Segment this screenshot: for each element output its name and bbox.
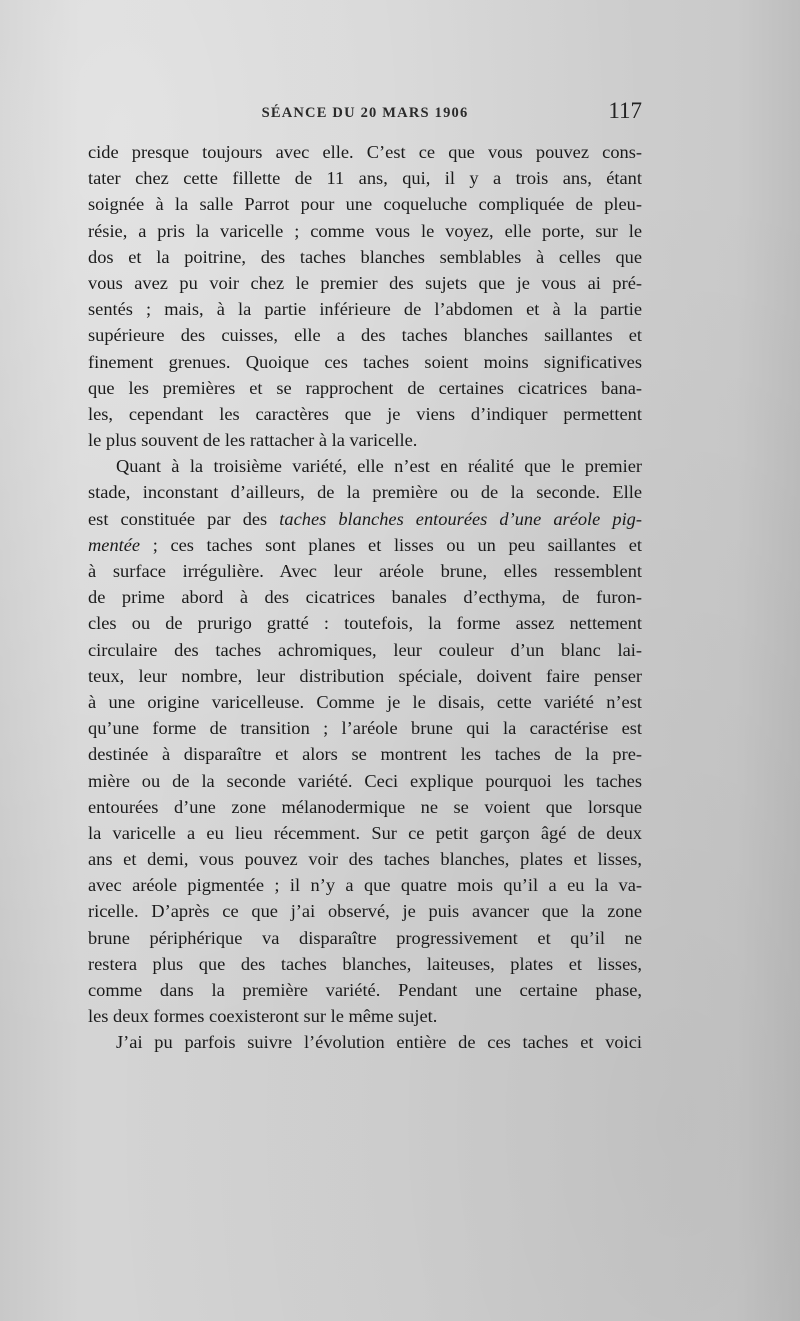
- text-line: ricelle. D’après ce que j’ai observé, je puis avancer que la zone: [88, 901, 642, 922]
- text-segment: est constituée par des: [88, 508, 268, 529]
- text-line: J’ai pu parfois suivre l’évolution entière de ces taches et voici: [116, 1032, 642, 1053]
- text-line: vous avez pu voir chez le premier des sujets que je vous ai pré-: [88, 272, 642, 293]
- text-line: avec aréole pigmentée ; il n’y a que quatre mois qu’il a eu la va-: [88, 875, 642, 896]
- text-line: restera plus que des taches blanches, laiteuses, plates et lisses,: [88, 953, 642, 974]
- text-line: supérieure des cuisses, elle a des taches blanches saillantes et: [88, 325, 642, 346]
- italic-term: taches blanches entourées d’une aréole pig-: [279, 508, 642, 529]
- text-line: finement grenues. Quoique ces taches soient moins significatives: [88, 351, 642, 372]
- text-line: stade, inconstant d’ailleurs, de la première ou de la seconde. Elle: [88, 482, 642, 503]
- text-line: la varicelle a eu lieu récemment. Sur ce petit garçon âgé de deux: [88, 822, 642, 843]
- text-line: tater chez cette fillette de 11 ans, qui, il y a trois ans, étant: [88, 168, 642, 189]
- text-line: entourées d’une zone mélanodermique ne se voient que lorsque: [88, 796, 642, 817]
- text-line: le plus souvent de les rattacher à la varicelle.: [88, 430, 418, 451]
- text-segment: ; ces taches sont planes et lisses ou un peu saillantes et: [140, 534, 642, 555]
- text-line: ans et demi, vous pouvez voir des taches blanches, plates et lisses,: [88, 849, 642, 870]
- text-line: destinée à disparaître et alors se montrent les taches de la pre-: [88, 744, 642, 765]
- text-line: les, cependant les caractères que je viens d’indiquer permettent: [88, 403, 642, 424]
- text-line: qu’une forme de transition ; l’aréole brune qui la caractérise est: [88, 718, 642, 739]
- text-line: que les premières et se rapprochent de certaines cicatrices bana-: [88, 377, 642, 398]
- text-line: soignée à la salle Parrot pour une coqueluche compliquée de pleu-: [88, 194, 642, 215]
- text-line: résie, a pris la varicelle ; comme vous le voyez, elle porte, sur le: [88, 220, 642, 241]
- text-line: cles ou de prurigo gratté : toutefois, la forme assez nettement: [88, 613, 642, 634]
- text-line: Quant à la troisième variété, elle n’est en réalité que le premier: [116, 456, 642, 477]
- text-line-mixed: [88, 506, 642, 532]
- text-line: les deux formes coexisteront sur le même sujet.: [88, 1006, 438, 1027]
- text-line: brune périphérique va disparaître progressivement et qu’il ne: [88, 927, 642, 948]
- text-line: à une origine varicelleuse. Comme je le disais, cette variété n’est: [88, 691, 642, 712]
- body-text: [88, 139, 642, 1056]
- running-head: SÉANCE DU 20 MARS 1906: [261, 105, 469, 121]
- text-line: cide presque toujours avec elle. C’est ce que vous pouvez cons-: [88, 142, 642, 162]
- text-line: circulaire des taches achromiques, leur couleur d’un blanc lai-: [88, 639, 642, 660]
- text-line: dos et la poitrine, des taches blanches semblables à celles que: [88, 246, 642, 267]
- page-number: 117: [608, 98, 642, 123]
- text-line: comme dans la première variété. Pendant une certaine phase,: [88, 980, 642, 1000]
- text-line: à surface irrégulière. Avec leur aréole brune, elles ressemblent: [88, 561, 642, 581]
- text-line: sentés ; mais, à la partie inférieure de l’abdomen et à la partie: [88, 299, 642, 320]
- text-line-mixed: [88, 532, 642, 558]
- text-line: mière ou de la seconde variété. Ceci explique pourquoi les taches: [88, 770, 642, 791]
- italic-term: mentée: [88, 534, 141, 555]
- text-line: teux, leur nombre, leur distribution spéciale, doivent faire penser: [88, 665, 642, 686]
- text-line: de prime abord à des cicatrices banales d’ecthyma, de furon-: [88, 587, 642, 608]
- page-header: [88, 98, 642, 132]
